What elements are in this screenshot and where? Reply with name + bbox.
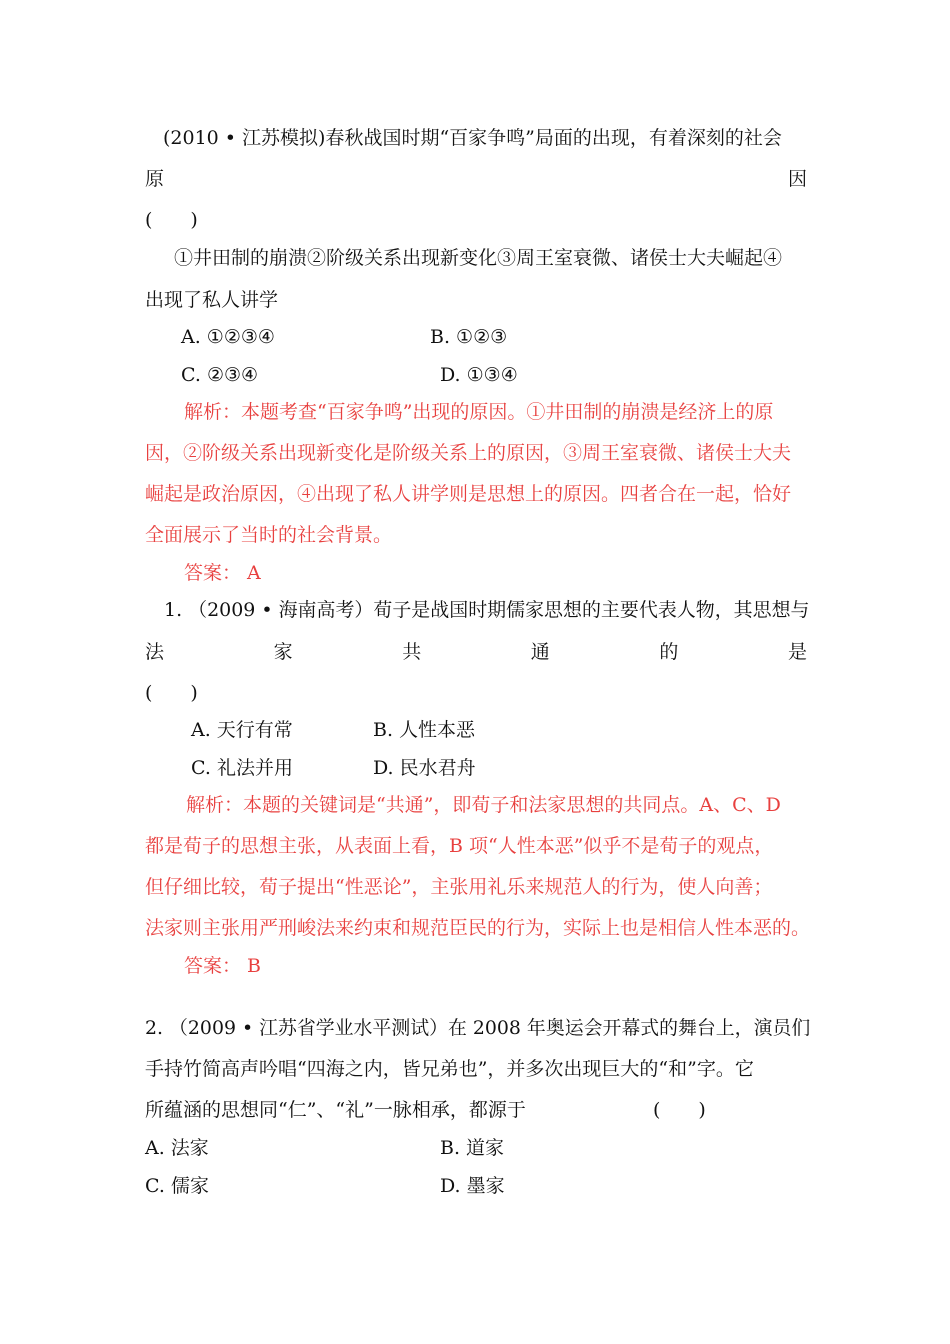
q0-analysis-line2: 因，②阶级关系出现新变化是阶级关系上的原因，③周王室衰微、诸侯士大夫 bbox=[145, 442, 792, 464]
q1-option-b: B. 人性本恶 bbox=[373, 719, 476, 741]
q1-option-d: D. 民水君舟 bbox=[373, 757, 476, 779]
q2-answer-paren: ( ) bbox=[653, 1099, 706, 1121]
q0-stem-line2 bbox=[145, 167, 807, 191]
q0-option-c: C. ②③④ bbox=[181, 364, 259, 386]
q1-answer: 答案： B bbox=[184, 955, 262, 977]
q2-stem-line1: 2. （2009 • 江苏省学业水平测试）在 2008 年奥运会开幕式的舞台上，演员们 bbox=[145, 1017, 811, 1039]
q1-stem-char: 家 bbox=[273, 641, 293, 663]
q0-analysis-line1: 解析：本题考查“百家争鸣”出现的原因。①井田制的崩溃是经济上的原 bbox=[184, 401, 774, 423]
q0-option-d: D. ①③④ bbox=[440, 364, 518, 386]
q1-analysis-line1: 解析：本题的关键词是“共通”，即荀子和法家思想的共同点。A、C、D bbox=[186, 794, 781, 816]
q1-stem-char: 的 bbox=[659, 641, 679, 663]
q1-stem-line2 bbox=[145, 640, 807, 664]
q0-answer-paren: ( ) bbox=[145, 209, 198, 231]
q2-stem-line2: 手持竹简高声吟唱“四海之内，皆兄弟也”，并多次出现巨大的“和”字。它 bbox=[145, 1058, 754, 1080]
q1-analysis-line4: 法家则主张用严刑峻法来约束和规范臣民的行为，实际上也是相信人性本恶的。 bbox=[145, 917, 811, 939]
q2-option-b: B. 道家 bbox=[440, 1137, 505, 1159]
q2-option-c: C. 儒家 bbox=[145, 1175, 209, 1197]
q0-answer: 答案： A bbox=[184, 562, 261, 584]
q0-analysis-line4: 全面展示了当时的社会背景。 bbox=[145, 524, 393, 546]
q1-analysis-line2: 都是荀子的思想主张，从表面上看，B 项“人性本恶”似乎不是荀子的观点， bbox=[145, 835, 774, 857]
q1-stem-char: 通 bbox=[530, 641, 550, 663]
q1-stem-char: 共 bbox=[402, 641, 422, 663]
q1-stem-char: 是 bbox=[787, 641, 807, 663]
q1-option-c: C. 礼法并用 bbox=[191, 757, 293, 779]
q0-analysis-line3: 崛起是政治原因，④出现了私人讲学则是思想上的原因。四者合在一起，恰好 bbox=[145, 483, 792, 505]
q0-stem-line2-left: 原 bbox=[145, 168, 165, 190]
q1-answer-paren: ( ) bbox=[145, 682, 198, 704]
q1-option-a: A. 天行有常 bbox=[191, 719, 293, 741]
q0-stem-line1: (2010 • 江苏模拟)春秋战国时期“百家争鸣”局面的出现，有着深刻的社会 bbox=[163, 127, 782, 149]
q0-stem-line2-right: 因 bbox=[787, 168, 807, 190]
q2-stem-line3: 所蕴涵的思想同“仁”、“礼”一脉相承，都源于 bbox=[145, 1099, 526, 1121]
q1-analysis-line3: 但仔细比较，荀子提出“性恶论”，主张用礼乐来规范人的行为，使人向善； bbox=[145, 876, 773, 898]
q1-stem-line1: 1. （2009 • 海南高考）荀子是战国时期儒家思想的主要代表人物，其思想与 bbox=[164, 599, 810, 621]
q0-items-line2: 出现了私人讲学 bbox=[145, 289, 279, 311]
q0-option-a: A. ①②③④ bbox=[181, 326, 275, 348]
q2-option-d: D. 墨家 bbox=[440, 1175, 505, 1197]
q0-option-b: B. ①②③ bbox=[430, 326, 508, 348]
q1-stem-char: 法 bbox=[145, 641, 165, 663]
q2-option-a: A. 法家 bbox=[145, 1137, 209, 1159]
q0-items-line1: ①井田制的崩溃②阶级关系出现新变化③周王室衰微、诸侯士大夫崛起④ bbox=[174, 247, 783, 269]
